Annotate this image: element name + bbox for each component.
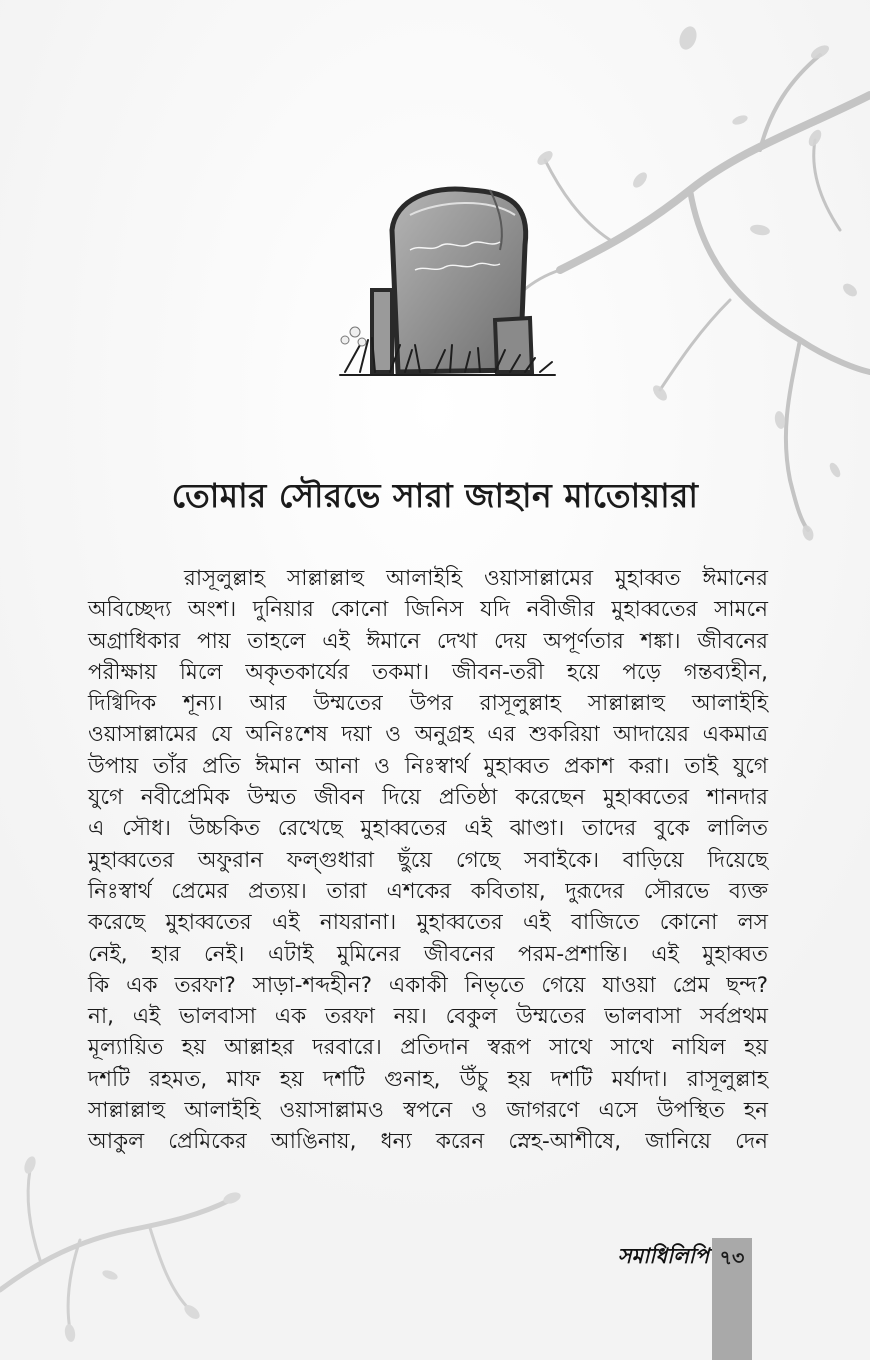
text-line: দশটি রহমত, মাফ হয় দশটি গুনাহ, উঁচু হয় দশটি মর্যাদা। রাসূলুল্লাহ — [88, 1066, 768, 1092]
text-line: করেছে মুহাব্বতের এই নাযরানা। মুহাব্বতের এই বাজিতে কোনো লস — [88, 910, 768, 936]
book-title-footer: সমাধিলিপি — [617, 1244, 709, 1268]
text-line: অগ্রাধিকার পায় তাহলে এই ঈমানে দেখা দেয় অপূর্ণতার শঙ্কা। জীবনের — [88, 628, 768, 654]
text-line: নেই, হার নেই। এটাই মুমিনের জীবনের পরম-প্রশান্তি। এই মুহাব্বত — [88, 941, 768, 967]
text-line: কি এক তরফা? সাড়া-শব্দহীন? একাকী নিভৃতে গেয়ে যাওয়া প্রেম ছন্দ? — [88, 972, 768, 998]
page-number: ৭৩ — [719, 1247, 745, 1269]
text-line: মূল্যায়িত হয় আল্লাহর দরবারে। প্রতিদান স্বরূপ সাথে সাথে নাযিল হয় — [88, 1035, 768, 1061]
text-line: যুগে নবীপ্রেমিক উম্মত জীবন দিয়ে প্রতিষ্ঠা করেছেন মুহাব্বতের শানদার — [88, 785, 768, 811]
text-line: নিঃস্বার্থ প্রেমের প্রত্যয়। তারা এশকের কবিতায়, দুরূদের সৌরভে ব্যক্ত — [88, 878, 768, 904]
body-text — [88, 563, 768, 1158]
text-line: সাল্লাল্লাহু আলাইহি ওয়াসাল্লামও স্বপনে ও জাগরণে এসে উপস্থিত হন — [88, 1098, 768, 1124]
text-line: ওয়াসাল্লামের যে অনিঃশেষ দয়া ও অনুগ্রহ এর শুকরিয়া আদায়ের একমাত্র — [88, 722, 768, 748]
text-line: মুহাব্বতের অফুরান ফল্গুধারা ছুঁয়ে গেছে সবাইকে। বাড়িয়ে দিয়েছে — [88, 847, 768, 873]
text-line: উপায় তাঁর প্রতি ঈমান আনা ও নিঃস্বার্থ মুহাব্বত প্রকাশ করা। তাই যুগে — [88, 753, 768, 779]
text-line: অবিচ্ছেদ্য অংশ। দুনিয়ার কোনো জিনিস যদি নবীজীর মুহাব্বতের সামনে — [88, 597, 768, 623]
chapter-title: তোমার সৌরভে সারা জাহান মাতোয়ারা — [171, 476, 699, 515]
text-line: রাসূলুল্লাহ সাল্লাল্লাহু আলাইহি ওয়াসাল্লামের মুহাব্বত ঈমানের — [184, 566, 768, 591]
text-line: এ সৌধ। উচ্চকিত রেখেছে মুহাব্বতের এই ঝাণ্ডা। তাদের বুকে লালিত — [88, 816, 768, 842]
text-line: আকুল প্রেমিকের আঙিনায়, ধন্য করেন স্নেহ-আশীষে, জানিয়ে দেন — [88, 1129, 768, 1155]
text-line: দিগ্বিদিক শূন্য। আর উম্মতের উপর রাসূলুল্লাহ সাল্লাল্লাহু আলাইহি — [88, 691, 768, 717]
text-line: পরীক্ষায় মিলে অকৃতকার্যের তকমা। জীবন-তরী হয়ে পড়ে গন্তব্যহীন, — [88, 659, 768, 685]
text-line: না, এই ভালবাসা এক তরফা নয়। বেকুল উম্মতের ভালবাসা সর্বপ্রথম — [88, 1004, 768, 1030]
